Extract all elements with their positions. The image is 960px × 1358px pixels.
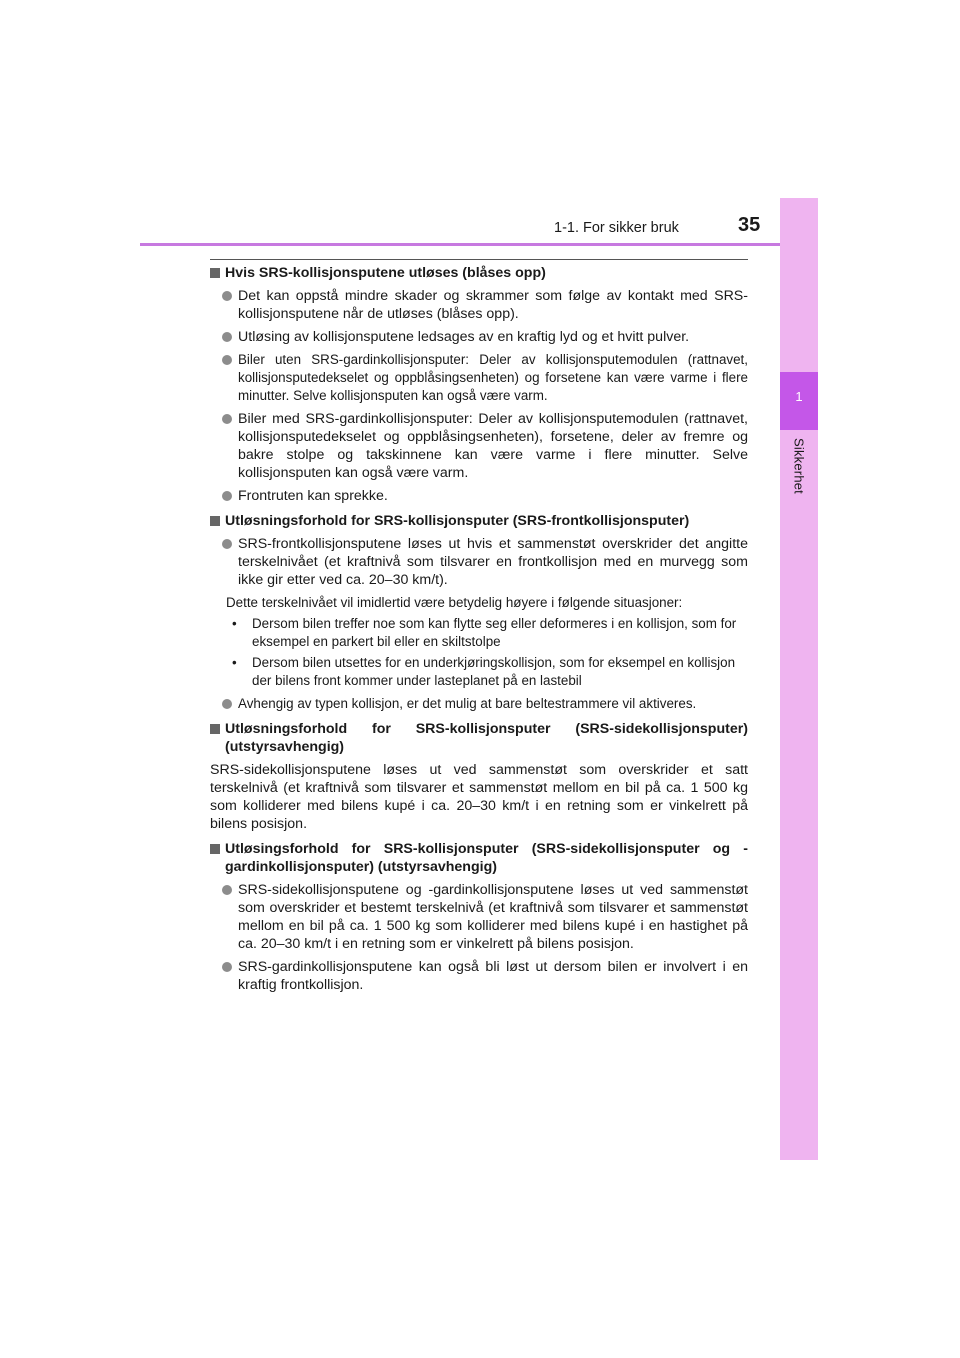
list-item: SRS-frontkollisjonsputene løses ut hvis et sammenstøt overskrider det angitte terskelnivået (et kraftnivå som tilsvarer en frontkollisjon med en murvegg som ikke gir etter ved ca. 20–30 km/t). bbox=[222, 535, 748, 589]
square-bullet-icon bbox=[210, 724, 220, 734]
section-heading: Utløsingsforhold for SRS-kollisjonsputer (SRS-sidekollisjonsputer og -gardinkollisjonsputer) (utstyrsavhengig) bbox=[210, 840, 748, 876]
list-item: Biler uten SRS-gardinkollisjonsputer: Deler av kollisjonsputemodulen (rattnavet, kollisjonsputedekselet og oppblåsingsenheten) og forsetene kan være varme i flere minutter. Selve kollisjonsputen kan også være varm. bbox=[222, 351, 748, 405]
note-text: Dette terskelnivået vil imidlertid være betydelig høyere i følgende situasjoner: bbox=[226, 595, 683, 610]
list-item: Utløsing av kollisjonsputene ledsages av en kraftig lyd og et hvitt pulver. bbox=[222, 328, 748, 346]
header-rule bbox=[140, 243, 780, 246]
square-bullet-icon bbox=[210, 516, 220, 526]
dot-bullet-icon: • bbox=[232, 616, 237, 631]
list-item: Det kan oppstå mindre skader og skrammer som følge av kontakt med SRS-kollisjonsputene når de utløses (blåses opp). bbox=[222, 287, 748, 323]
list-item: Avhengig av typen kollisjon, er det mulig at bare beltestrammere vil aktiveres. bbox=[222, 695, 748, 713]
page-content bbox=[210, 264, 748, 994]
square-bullet-icon bbox=[210, 268, 220, 278]
dot-bullet-icon: • bbox=[232, 655, 237, 670]
round-bullet-icon bbox=[222, 539, 232, 549]
round-bullet-icon bbox=[222, 414, 232, 424]
round-bullet-icon bbox=[222, 885, 232, 895]
round-bullet-icon bbox=[222, 491, 232, 501]
page-number: 35 bbox=[738, 214, 761, 236]
list-item: Biler med SRS-gardinkollisjonsputer: Deler av kollisjonsputemodulen (rattnavet, kollisjonsputedekselet og oppblåsingsenheten), forsetene, deler av fremre og bakre stolpe og takskinnene kan være varme i flere minutter. Selve kollisjonsputen kan også være varm. bbox=[222, 410, 748, 482]
chapter-number: 1 bbox=[795, 389, 803, 404]
sub-list-item: • Dersom bilen treffer noe som kan flytte seg eller deformeres i en kollisjon, som for eksempel en parkert bil eller en skiltstolpe bbox=[232, 616, 737, 649]
round-bullet-icon bbox=[222, 962, 232, 972]
body-paragraph: SRS-sidekollisjonsputene løses ut ved sammenstøt som overskrider et satt terskelnivå (et kraftnivå som tilsvarer et sammenstøt mellom en bil på ca. 1 500 kg som kolliderer med bilens kupé i ca. 20–30 km/t i en retning som er vinkelrett på bilens posisjon. bbox=[210, 762, 748, 832]
round-bullet-icon bbox=[222, 291, 232, 301]
round-bullet-icon bbox=[222, 699, 232, 709]
square-bullet-icon bbox=[210, 844, 220, 854]
chapter-label: Sikkerhet bbox=[791, 438, 807, 494]
list-item: SRS-gardinkollisjonsputene kan også bli løst ut dersom bilen er involvert i en kraftig frontkollisjon. bbox=[222, 958, 748, 994]
content-rule bbox=[210, 259, 748, 260]
round-bullet-icon bbox=[222, 355, 232, 365]
section-heading: Utløsningsforhold for SRS-kollisjonsputer (SRS-sidekollisjonsputer) (utstyrsavhengig) bbox=[210, 720, 748, 756]
section-title: 1-1. For sikker bruk bbox=[554, 220, 679, 236]
section-heading: Hvis SRS-kollisjonsputene utløses (blåses opp) bbox=[210, 264, 748, 282]
list-item: Frontruten kan sprekke. bbox=[222, 487, 748, 505]
sub-list-item: • Dersom bilen utsettes for en underkjøringskollisjon, som for eksempel en kollisjon der bilens front kommer under lasteplanet på en lastebil bbox=[232, 655, 736, 688]
round-bullet-icon bbox=[222, 332, 232, 342]
section-heading: Utløsningsforhold for SRS-kollisjonsputer (SRS-frontkollisjonsputer) bbox=[210, 512, 748, 530]
list-item: SRS-sidekollisjonsputene og -gardinkollisjonsputene løses ut ved sammenstøt som overskrider et bestemt terskelnivå (et kraftnivå som tilsvarer et sammenstøt mellom en bil på ca. 1 500 kg som kolliderer med bilens kupé i en hastighet på ca. 20–30 km/t i en retning som er vinkelrett på bilens posisjon. bbox=[222, 881, 748, 953]
chapter-side-tab bbox=[780, 198, 818, 1160]
